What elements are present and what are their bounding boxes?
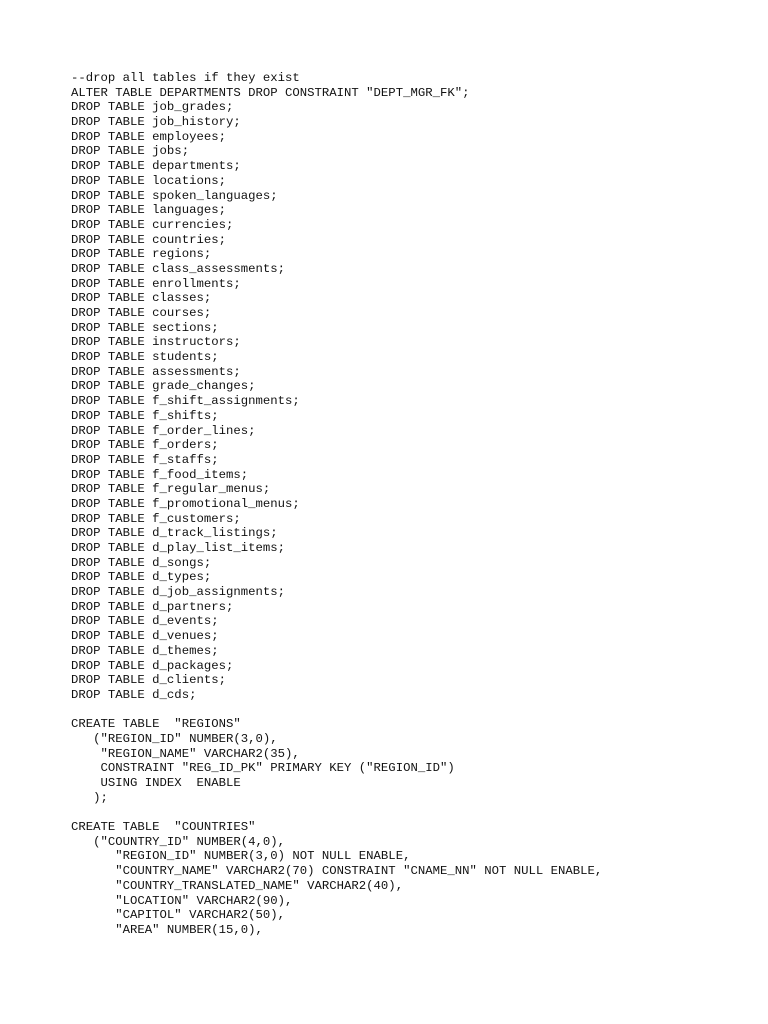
code-line: DROP TABLE f_shifts; <box>71 408 219 423</box>
code-line: "CAPITOL" VARCHAR2(50), <box>71 908 286 923</box>
code-line: DROP TABLE f_customers; <box>71 511 241 526</box>
code-line: ALTER TABLE DEPARTMENTS DROP CONSTRAINT "DEPT_MGR_FK"; <box>71 85 470 100</box>
code-line: DROP TABLE jobs; <box>71 144 190 159</box>
code-line: DROP TABLE assessments; <box>71 364 241 379</box>
code-line: DROP TABLE d_cds; <box>71 687 197 702</box>
code-line: DROP TABLE languages; <box>71 203 226 218</box>
code-line: DROP TABLE f_staffs; <box>71 452 219 467</box>
code-line: DROP TABLE grade_changes; <box>71 379 256 394</box>
code-line: DROP TABLE f_shift_assignments; <box>71 394 300 409</box>
code-line: ); <box>71 790 108 805</box>
code-line: DROP TABLE f_order_lines; <box>71 423 256 438</box>
sql-script-page <box>71 71 751 938</box>
code-line: DROP TABLE f_regular_menus; <box>71 482 271 497</box>
code-line: DROP TABLE sections; <box>71 320 219 335</box>
code-line <box>71 805 751 820</box>
code-line <box>71 703 751 718</box>
code-line: DROP TABLE d_themes; <box>71 643 219 658</box>
code-line: DROP TABLE spoken_languages; <box>71 188 278 203</box>
code-line: DROP TABLE students; <box>71 350 219 365</box>
code-line: DROP TABLE locations; <box>71 173 226 188</box>
code-line: "COUNTRY_NAME" VARCHAR2(70) CONSTRAINT "CNAME_NN" NOT NULL ENABLE, <box>71 864 603 879</box>
code-line: "AREA" NUMBER(15,0), <box>71 922 263 937</box>
code-line: DROP TABLE employees; <box>71 129 226 144</box>
code-line: DROP TABLE class_assessments; <box>71 261 286 276</box>
code-line: CONSTRAINT "REG_ID_PK" PRIMARY KEY ("REGION_ID") <box>71 761 455 776</box>
code-line: USING INDEX ENABLE <box>71 776 241 790</box>
code-line: DROP TABLE regions; <box>71 247 212 262</box>
code-line: DROP TABLE departments; <box>71 159 241 174</box>
code-line: DROP TABLE d_play_list_items; <box>71 541 286 555</box>
code-line: DROP TABLE d_venues; <box>71 629 219 644</box>
code-line: "COUNTRY_TRANSLATED_NAME" VARCHAR2(40), <box>71 878 404 893</box>
code-line: DROP TABLE d_packages; <box>71 658 234 673</box>
code-line: DROP TABLE f_promotional_menus; <box>71 496 300 511</box>
code-line: "REGION_ID" NUMBER(3,0) NOT NULL ENABLE, <box>71 849 411 864</box>
code-line: DROP TABLE job_grades; <box>71 100 234 115</box>
code-line: DROP TABLE currencies; <box>71 217 234 232</box>
code-line: DROP TABLE classes; <box>71 291 212 306</box>
code-line: DROP TABLE d_songs; <box>71 555 212 570</box>
code-line: DROP TABLE d_partners; <box>71 599 234 614</box>
code-line: --drop all tables if they exist <box>71 71 300 85</box>
code-line: ("REGION_ID" NUMBER(3,0), <box>71 731 278 746</box>
code-line: DROP TABLE f_orders; <box>71 438 219 453</box>
code-line: CREATE TABLE "COUNTRIES" <box>71 820 256 835</box>
code-line: "LOCATION" VARCHAR2(90), <box>71 893 293 908</box>
code-line: DROP TABLE instructors; <box>71 335 241 350</box>
code-line: DROP TABLE d_types; <box>71 570 212 585</box>
code-line: CREATE TABLE "REGIONS" <box>71 717 241 732</box>
code-line: DROP TABLE d_job_assignments; <box>71 585 286 600</box>
code-line: DROP TABLE d_events; <box>71 614 219 629</box>
code-line: DROP TABLE courses; <box>71 306 212 320</box>
code-line: DROP TABLE enrollments; <box>71 276 241 291</box>
code-line: DROP TABLE job_history; <box>71 115 241 130</box>
code-line: DROP TABLE d_clients; <box>71 673 226 688</box>
code-line: DROP TABLE f_food_items; <box>71 467 249 482</box>
code-line: ("COUNTRY_ID" NUMBER(4,0), <box>71 834 286 849</box>
code-line: "REGION_NAME" VARCHAR2(35), <box>71 746 300 761</box>
code-line: DROP TABLE countries; <box>71 232 226 247</box>
code-line: DROP TABLE d_track_listings; <box>71 526 278 541</box>
